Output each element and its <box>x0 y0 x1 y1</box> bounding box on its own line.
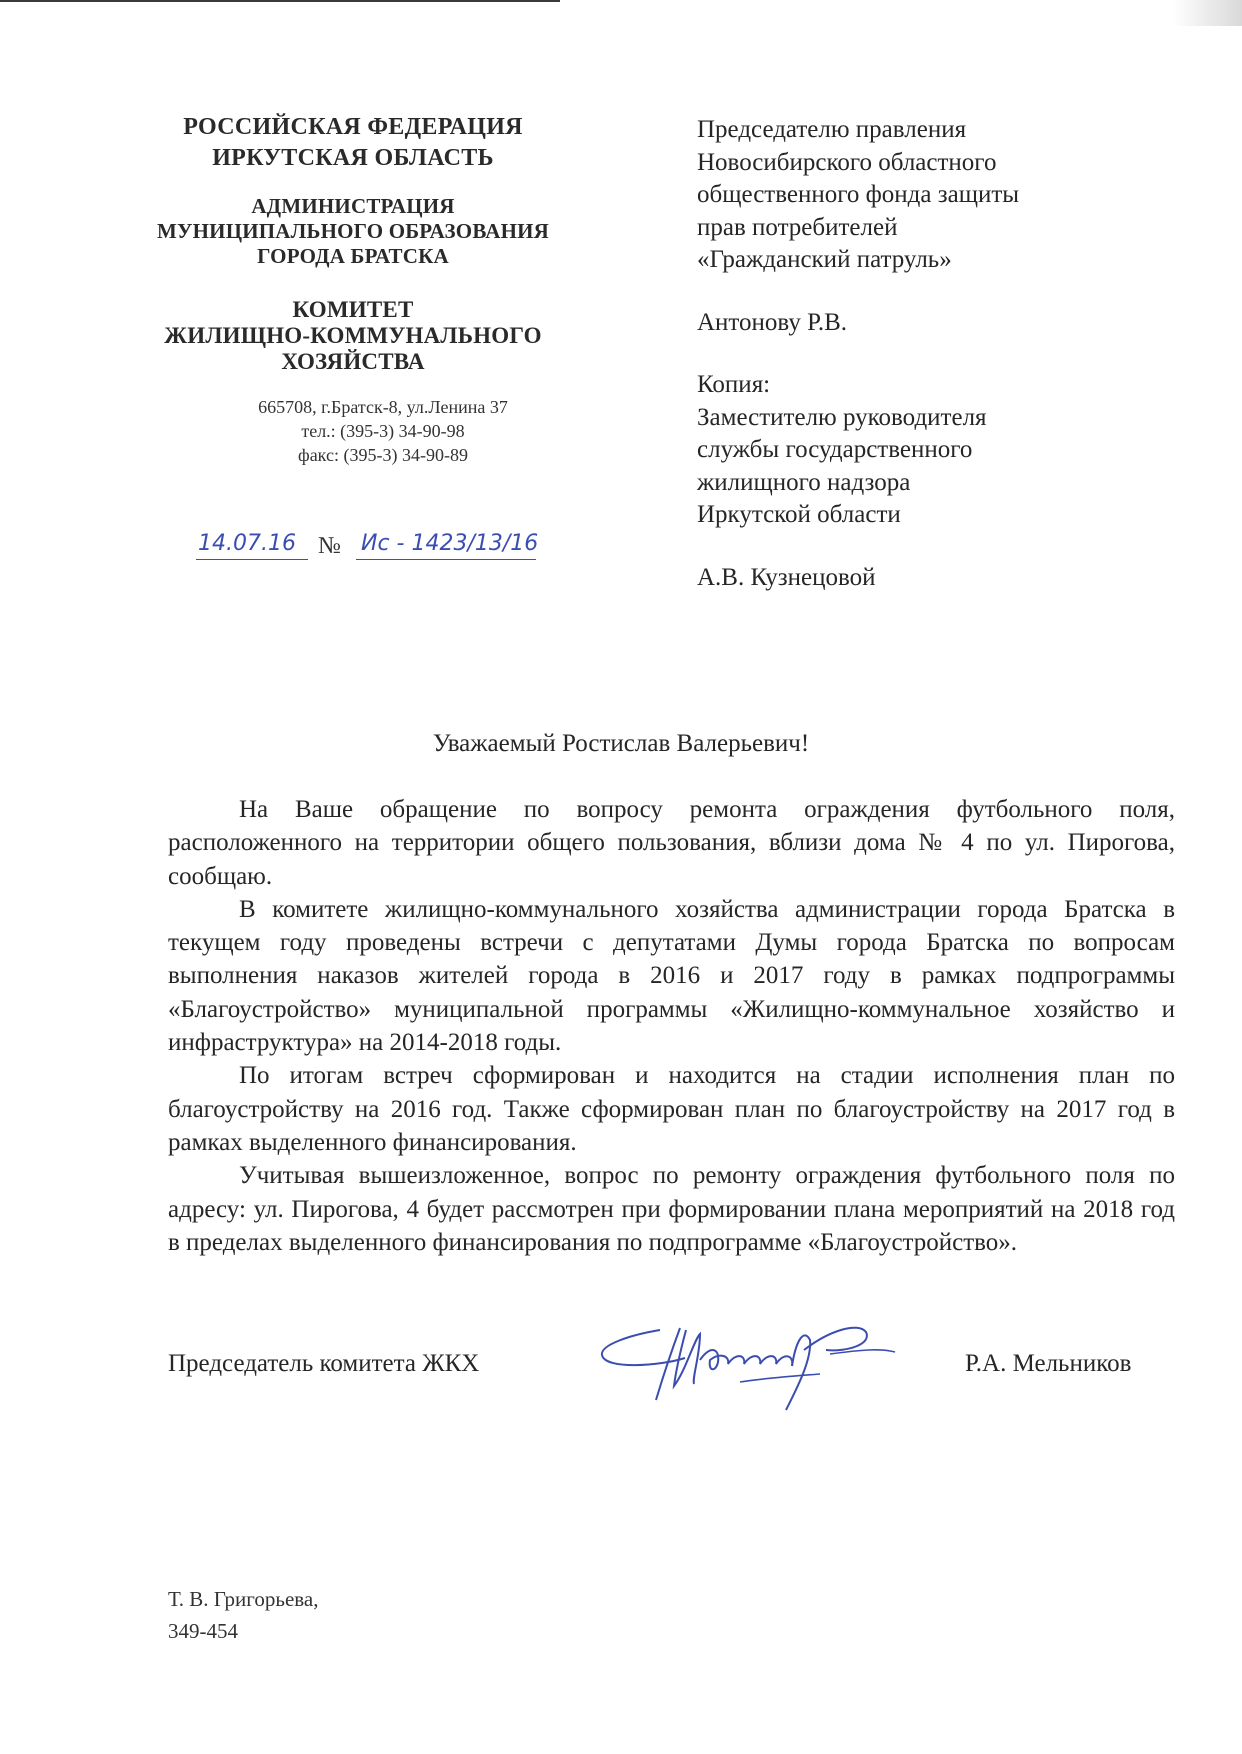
copy-line-4: Иркутской области <box>697 501 901 528</box>
body-paragraph: По итогам встреч сформирован и находится на стадии исполнения план по благоустройству на 2016 год. Также сформирован план по благоустройству на 2017 год в рамках выделенного финансирования. <box>168 1062 1175 1156</box>
copy-line-3: жилищного надзора <box>697 468 911 496</box>
committee-line-3: ХОЗЯЙСТВА <box>281 349 425 374</box>
registration-number: Ис - 1423/13/16 <box>361 531 539 556</box>
body-paragraph: В комитете жилищно-коммунального хозяйства администрации города Братска в текущем году проведены встречи с депутатами Думы города Братска по вопросам выполнения наказов жителей города в 2016 и 2017 году в рамках подпрограммы «Благоустройство» муниципальной программы «Жилищно-коммунальное хозяйство и инфраструктура» на 2014-2018 годы. <box>168 895 1175 1057</box>
addressee-line-1: Председателю правления <box>697 116 967 143</box>
executor-phone: 349-454 <box>168 1619 238 1643</box>
signatory-title: Председатель комитета ЖКХ <box>168 1350 480 1377</box>
administration-line-2: МУНИЦИПАЛЬНОГО ОБРАЗОВАНИЯ <box>157 219 549 243</box>
executor-block <box>168 1583 319 1647</box>
postal-address: 665708, г.Братск-8, ул.Ленина 37 <box>258 397 508 417</box>
sender-header <box>128 112 578 467</box>
number-underline <box>356 559 536 560</box>
region-line: ИРКУТСКАЯ ОБЛАСТЬ <box>212 145 494 171</box>
copy-recipient-name: А.В. Кузнецовой <box>697 563 876 591</box>
administration-line-1: АДМИНИСТРАЦИЯ <box>251 194 455 218</box>
country-region <box>128 112 578 174</box>
handwritten-signature <box>590 1300 920 1420</box>
addressee-line-4: прав потребителей <box>697 213 898 241</box>
salutation: Уважаемый Ростислав Валерьевич! <box>432 730 810 757</box>
contact-details <box>188 395 578 467</box>
administration-line-3: ГОРОДА БРАТСКА <box>257 244 449 268</box>
addressee-name: Антонову Р.В. <box>697 308 848 336</box>
scan-edge-line <box>0 0 560 2</box>
addressee-block <box>697 114 1167 594</box>
scan-corner-shadow <box>1172 0 1242 26</box>
body-paragraph: На Ваше обращение по вопросу ремонта ограждения футбольного поля, расположенного на территории общего пользования, вблизи дома № 4 по ул. Пирогова, сообщаю. <box>168 796 1175 890</box>
addressee-line-5: «Гражданский патруль» <box>697 246 952 273</box>
committee-name <box>128 297 578 375</box>
committee-line-1: КОМИТЕТ <box>292 297 414 322</box>
letter-body <box>168 793 1175 1259</box>
date-underline <box>196 559 308 560</box>
registration-date: 14.07.16 <box>198 531 296 556</box>
registration-line <box>196 528 539 564</box>
fax-number: факс: (395-3) 34-90-89 <box>298 445 468 465</box>
administration-name <box>128 194 578 269</box>
addressee-line-2: Новосибирского областного <box>697 148 997 176</box>
executor-name: Т. В. Григорьева, <box>168 1587 319 1611</box>
committee-line-2: ЖИЛИЩНО-КОММУНАЛЬНОГО <box>164 323 542 348</box>
phone-number: тел.: (395-3) 34-90-98 <box>301 421 465 441</box>
signatory-name: Р.А. Мельников <box>965 1350 1132 1377</box>
copy-line-1: Заместителю руководителя <box>697 403 987 431</box>
copy-label: Копия: <box>697 371 771 398</box>
number-sign: № <box>318 533 341 559</box>
country-line: РОССИЙСКАЯ ФЕДЕРАЦИЯ <box>183 114 523 140</box>
addressee-line-3: общественного фонда защиты <box>697 181 1020 208</box>
body-paragraph: Учитывая вышеизложенное, вопрос по ремонту ограждения футбольного поля по адресу: ул. Пирогова, 4 будет рассмотрен при формировании плана мероприятий на 2018 год в пределах выделенного финансирования по подпрограмме «Благоустройство». <box>168 1162 1175 1256</box>
copy-line-2: службы государственного <box>697 436 973 463</box>
